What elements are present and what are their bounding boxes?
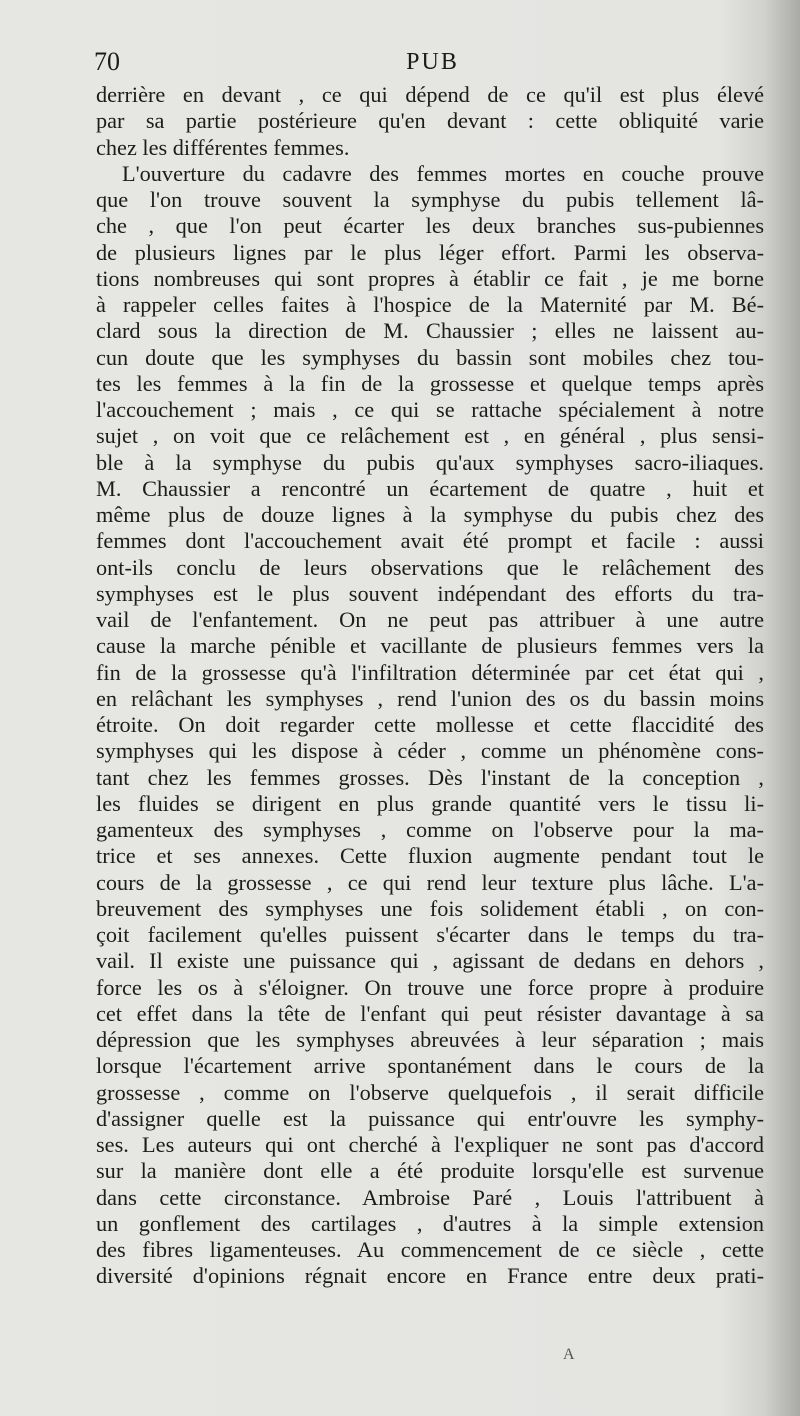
text-line: M. Chaussier a rencontré un écartement de quatre , huit et (96, 475, 764, 501)
text-line: vail de l'enfantement. On ne peut pas attribuer à une autre (96, 607, 764, 632)
running-head: PUB (406, 49, 459, 75)
text-line: clard sous la direction de M. Chaussier ; elles ne laissent au- (96, 318, 764, 344)
text-line: un gonflement des cartilages , d'autres à la simple extension (96, 1210, 764, 1236)
text-line: trice et ses annexes. Cette fluxion augmente pendant tout le (96, 843, 764, 869)
text-line: femmes dont l'accouchement avait été prompt et facile : aussi (96, 528, 764, 554)
text-line: grossesse , comme on l'observe quelquefois , il serait difficile (96, 1079, 764, 1105)
text-line: ble à la symphyse du pubis qu'aux symphyses sacro-iliaques. (96, 449, 764, 475)
text-line: ses. Les auteurs qui ont cherché à l'expliquer ne sont pas d'accord (96, 1132, 764, 1157)
text-line: à rappeler celles faites à l'hospice de la Maternité par M. Bé- (96, 292, 764, 317)
text-line: dans cette circonstance. Ambroise Paré , Louis l'attribuent à (96, 1184, 764, 1210)
text-line: en relâchant les symphyses , rend l'union des os du bassin moins (96, 685, 764, 711)
text-line: cun doute que les symphyses du bassin sont mobiles chez tou- (96, 344, 764, 370)
footer-mark: A (563, 1346, 575, 1363)
body-text (96, 82, 764, 1290)
text-line: des fibres ligamenteuses. Au commencement de ce siècle , cette (96, 1237, 764, 1262)
text-line: diversité d'opinions régnait encore en France entre deux prati- (96, 1263, 764, 1289)
text-line: tions nombreuses qui sont propres à établir ce fait , je me borne (96, 265, 764, 291)
text-line: d'assigner quelle est la puissance qui entr'ouvre les symphy- (96, 1105, 764, 1131)
text-line: tes les femmes à la fin de la grossesse et quelque temps après (96, 370, 764, 396)
text-line: cause la marche pénible et vacillante de plusieurs femmes vers la (96, 633, 764, 659)
text-line: par sa partie postérieure qu'en devant : cette obliquité varie (96, 108, 764, 134)
text-line: gamenteux des symphyses , comme on l'observe pour la ma- (96, 817, 764, 842)
text-line: lorsque l'écartement arrive spontanément dans le cours de la (96, 1053, 764, 1079)
page-header (94, 46, 765, 78)
text-line: fin de la grossesse qu'à l'infiltration déterminée par cet état qui , (96, 659, 764, 685)
text-line: étroite. On doit regarder cette mollesse et cette flaccidité des (96, 712, 764, 737)
text-line: çoit facilement qu'elles puissent s'écarter dans le temps du tra- (96, 922, 764, 947)
text-line: symphyses qui les dispose à céder , comme un phénomène cons- (96, 738, 764, 764)
text-line: que l'on trouve souvent la symphyse du pubis tellement lâ- (96, 187, 764, 212)
text-line: sujet , on voit que ce relâchement est , en général , plus sensi- (96, 423, 764, 449)
text-line: cet effet dans la tête de l'enfant qui peut résister davantage à sa (96, 1000, 764, 1026)
text-line: les fluides se dirigent en plus grande quantité vers le tissu li- (96, 790, 764, 816)
page-number: 70 (94, 47, 120, 76)
text-line: breuvement des symphyses une fois solidement établi , on con- (96, 895, 764, 921)
text-line: l'accouchement ; mais , ce qui se rattache spécialement à notre (96, 397, 764, 422)
text-line: ont-ils conclu de leurs observations que le relâchement des (96, 554, 764, 580)
text-line: L'ouverture du cadavre des femmes mortes en couche prouve (122, 160, 764, 186)
text-line: même plus de douze lignes à la symphyse du pubis chez des (96, 502, 764, 527)
text-line: vail. Il existe une puissance qui , agissant de dedans en dehors , (96, 948, 764, 974)
text-line: derrière en devant , ce qui dépend de ce qu'il est plus élevé (96, 82, 764, 107)
text-line: symphyses est le plus souvent indépendant des efforts du tra- (96, 580, 764, 606)
text-line: force les os à s'éloigner. On trouve une force propre à produire (96, 974, 764, 1000)
text-line: tant chez les femmes grosses. Dès l'instant de la conception , (96, 764, 764, 790)
text-line: chez les différentes femmes. (96, 134, 350, 160)
text-line: cours de la grossesse , ce qui rend leur texture plus lâche. L'a- (96, 869, 764, 895)
text-line: che , que l'on peut écarter les deux branches sus-pubiennes (96, 213, 764, 239)
text-line: dépression que les symphyses abreuvées à leur séparation ; mais (96, 1027, 764, 1052)
text-line: de plusieurs lignes par le plus léger effort. Parmi les observa- (96, 239, 764, 265)
text-line: sur la manière dont elle a été produite lorsqu'elle est survenue (96, 1158, 764, 1184)
